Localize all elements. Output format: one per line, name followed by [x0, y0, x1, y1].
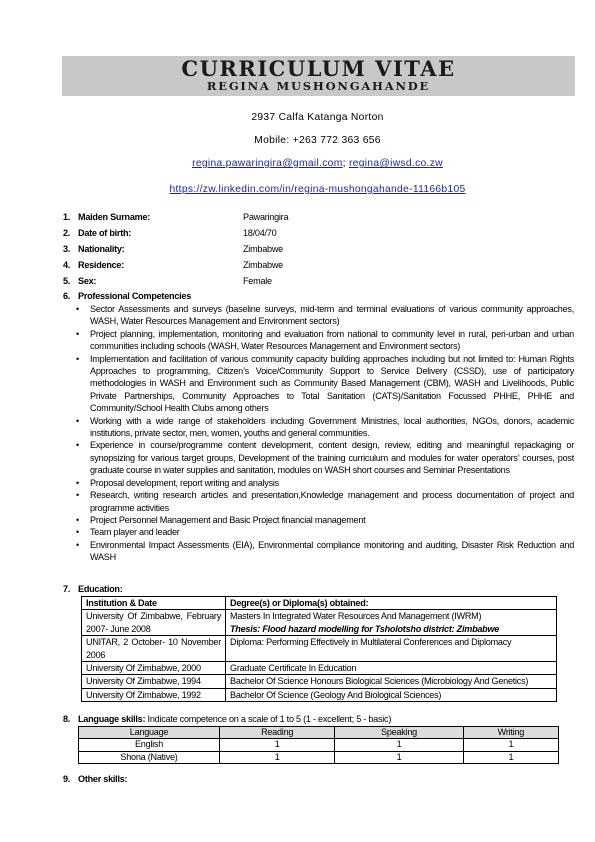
item-number: 1.: [63, 212, 71, 222]
list-item: [76, 514, 574, 526]
language-table: [78, 726, 559, 764]
field-label: Nationality:: [78, 244, 125, 254]
email-separator: ;: [342, 158, 346, 169]
field-label: Maiden Surname:: [78, 212, 151, 222]
speaking-cell: 1: [335, 739, 463, 751]
reading-cell: 1: [220, 739, 335, 751]
table-row: [82, 636, 557, 662]
item-number: 4.: [63, 260, 71, 270]
field-label: Date of birth:: [78, 228, 132, 238]
reading-cell: 1: [220, 751, 335, 763]
section-title: Professional Competencies: [78, 291, 192, 301]
degree-cell: Bachelor Of Science (Geology And Biological Sciences): [226, 688, 557, 701]
list-item: [76, 415, 574, 440]
list-item-text: Environmental Impact Assessments (EIA), Environmental compliance monitoring and auditing, Disaster Risk Reduction and WASH: [90, 539, 574, 563]
personal-row-residence: [63, 259, 283, 271]
list-item: [76, 439, 574, 476]
section-title: Language skills:: [78, 714, 146, 724]
section-heading-languages: [63, 713, 391, 725]
field-value: Zimbabwe: [243, 260, 283, 270]
list-item: [76, 303, 574, 328]
item-number: 6.: [63, 291, 71, 301]
bullet-icon: •: [76, 328, 79, 339]
item-number: 8.: [63, 714, 71, 724]
list-item-text: Proposal development, report writing and analysis: [90, 477, 279, 488]
bullet-icon: •: [76, 514, 79, 525]
thesis-text: Thesis: Flood hazard modelling for Tsholotsho district: Zimbabwe: [230, 623, 500, 634]
field-value: Pawaringira: [243, 212, 289, 222]
list-item-text: Working with a wide range of stakeholders including Government Ministries, local authorities, NGOs, donors, academic institutions, private sector, men, women, youths and general communities.: [90, 415, 574, 439]
section-title: Other skills:: [78, 774, 128, 784]
email-line: [0, 157, 595, 170]
bullet-icon: •: [76, 539, 79, 550]
degree-cell: Diploma: Performing Effectively in Multilateral Conferences and Diplomacy: [226, 636, 557, 662]
email-link-iwsd[interactable]: regina@iwsd.co.zw: [348, 158, 443, 169]
title-banner: [62, 56, 575, 96]
list-item: [76, 328, 574, 353]
degree-cell: Graduate Certificate In Education: [226, 662, 557, 675]
list-item-text: Implementation and facilitation of various community capacity building approaches including but not limited to: Human Rights Approaches to programming, Citizen’s Voice/Community Support to Service Delivery (CSSD), use of participatory methodologies in WASH and Environment such as Community Based Management (CBM), WASH and Livelihoods, Public Private Partnerships, Community Approaches to Total Sanitation (CATS)/Sanitation Focussed PHHE, PHHE and Community/School Health Clubs among others: [90, 353, 574, 414]
bullet-icon: •: [76, 527, 79, 538]
list-item-text: Research, writing research articles and presentation,Knowledge management and process documentation of project and programme activities: [90, 490, 574, 513]
candidate-name: REGINA MUSHONGAHANDE: [206, 79, 431, 93]
list-item: [76, 477, 574, 489]
column-header: Language: [79, 727, 220, 739]
field-value: Female: [243, 276, 272, 286]
bullet-icon: •: [76, 477, 79, 488]
table-header-row: [82, 597, 557, 610]
list-item: [76, 526, 574, 538]
bullet-icon: •: [76, 353, 79, 364]
writing-cell: 1: [463, 739, 558, 751]
field-label: Residence:: [78, 260, 125, 270]
list-item: [76, 353, 574, 415]
bullet-icon: •: [76, 490, 79, 501]
language-scale-note: Indicate competence on a scale of 1 to 5 (1 - excellent; 5 - basic): [147, 714, 392, 724]
education-table: [81, 596, 557, 702]
institution-cell: University Of Zimbabwe, 1992: [82, 688, 226, 701]
column-header: Degree(s) or Diploma(s) obtained:: [226, 597, 557, 610]
table-row: [82, 662, 557, 675]
institution-cell: University Of Zimbabwe, 2000: [82, 662, 226, 675]
field-label: Sex:: [78, 276, 97, 286]
personal-row-surname: [63, 211, 289, 223]
column-header: Institution & Date: [82, 597, 226, 610]
list-item: [76, 539, 574, 564]
personal-row-dob: [63, 227, 277, 239]
table-row: [82, 675, 557, 688]
linkedin-line: [0, 183, 595, 196]
table-row: [79, 751, 559, 763]
bullet-icon: •: [76, 304, 79, 314]
document-title: CURRICULUM VITAE: [181, 56, 456, 81]
institution-cell: UNITAR, 2 October- 10 November 2006: [82, 636, 226, 662]
field-value: Zimbabwe: [243, 244, 283, 254]
list-item-text: Project Personnel Management and Basic Project financial management: [90, 514, 366, 525]
degree-text: Masters In Integrated Water Resources And Management (IWRM): [230, 611, 482, 622]
table-row: [79, 739, 559, 751]
personal-row-sex: [63, 275, 272, 287]
competency-list: [76, 303, 574, 564]
section-title: Education:: [78, 584, 123, 594]
list-item-text: Experience in course/programme content development, content design, review, editing and meaningful repackaging or synopsizing for various target groups, Development of the training curriculum and modules for water operators’ courses, post graduate course in water supplies and sanitation, modules on WASH short courses and Seminar Presentations: [90, 440, 574, 476]
list-item-text: Team player and leader: [90, 527, 180, 538]
address-line: 2937 Calfa Katanga Norton: [251, 112, 384, 123]
language-cell: English: [79, 739, 220, 751]
bullet-icon: •: [76, 440, 79, 451]
column-header: Speaking: [335, 727, 463, 739]
column-header: Reading: [220, 727, 335, 739]
section-heading-other-skills: [63, 773, 127, 785]
list-item: [76, 489, 574, 514]
speaking-cell: 1: [335, 751, 463, 763]
table-row: [82, 688, 557, 701]
item-number: 9.: [63, 774, 71, 784]
mobile-line: Mobile: +263 772 363 656: [254, 135, 381, 146]
item-number: 7.: [63, 584, 71, 594]
degree-cell: Bachelor Of Science Honours Biological Sciences (Microbiology And Genetics): [226, 675, 557, 688]
table-row: [82, 610, 557, 636]
list-item-text: Sector Assessments and surveys (baseline surveys, mid-term and terminal evaluations of various community approaches, WASH, Water Resources Management and Environment sectors): [90, 304, 574, 327]
personal-row-nationality: [63, 243, 283, 255]
linkedin-link[interactable]: https://zw.linkedin.com/in/regina-mushongahande-11166b105: [169, 184, 466, 195]
writing-cell: 1: [463, 751, 558, 763]
column-header: Writing: [463, 727, 558, 739]
section-heading-competencies: [63, 290, 191, 302]
institution-cell: University Of Zimbabwe, February 2007- June 2008: [82, 610, 226, 636]
field-value: 18/04/70: [243, 228, 277, 238]
item-number: 2.: [63, 228, 71, 238]
item-number: 5.: [63, 276, 71, 286]
table-header-row: [79, 727, 559, 739]
item-number: 3.: [63, 244, 71, 254]
institution-cell: University Of Zimbabwe, 1994: [82, 675, 226, 688]
language-cell: Shona (Native): [79, 751, 220, 763]
bullet-icon: •: [76, 415, 79, 426]
email-link-gmail[interactable]: regina.pawaringira@gmail.com: [192, 158, 343, 169]
list-item-text: Project planning, implementation, monitoring and evaluation from national to community level in rural, peri-urban and urban communities including schools (WASH, Water Resources Management and Environment sectors): [90, 328, 574, 352]
section-heading-education: [63, 583, 122, 595]
degree-cell: [226, 610, 557, 636]
